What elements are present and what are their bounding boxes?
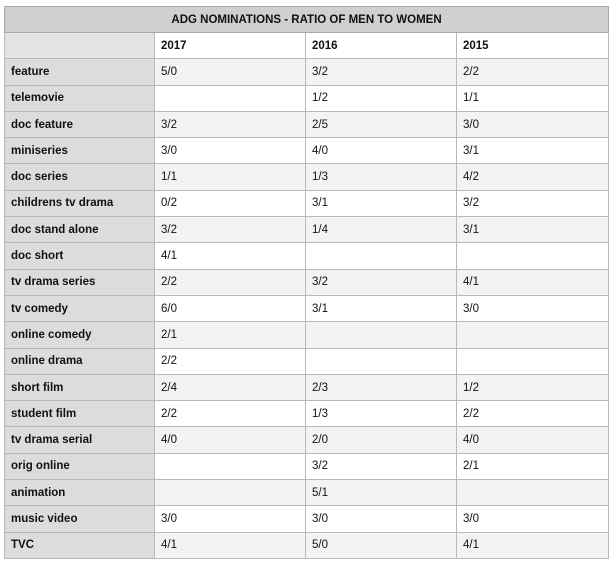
row-label: TVC <box>5 532 155 558</box>
ratio-cell-2015 <box>457 322 609 348</box>
ratio-cell-2016 <box>306 348 457 374</box>
ratio-cell-2017: 2/2 <box>155 269 306 295</box>
ratio-cell-2016: 5/1 <box>306 480 457 506</box>
ratio-cell-2017: 2/1 <box>155 322 306 348</box>
ratio-cell-2016 <box>306 322 457 348</box>
table-row <box>5 348 609 374</box>
table-row <box>5 506 609 532</box>
ratio-cell-2016: 1/3 <box>306 164 457 190</box>
ratio-cell-2015 <box>457 243 609 269</box>
table-row <box>5 374 609 400</box>
table-row <box>5 401 609 427</box>
row-label: online comedy <box>5 322 155 348</box>
ratio-cell-2017: 0/2 <box>155 190 306 216</box>
table-row <box>5 427 609 453</box>
ratio-cell-2016: 1/2 <box>306 85 457 111</box>
ratio-cell-2015: 3/2 <box>457 190 609 216</box>
table-row <box>5 269 609 295</box>
row-label: short film <box>5 374 155 400</box>
ratio-cell-2016: 2/0 <box>306 427 457 453</box>
table-row <box>5 295 609 321</box>
row-label: orig online <box>5 453 155 479</box>
ratio-cell-2015: 2/2 <box>457 401 609 427</box>
ratio-cell-2016: 3/1 <box>306 295 457 321</box>
ratio-cell-2015: 4/0 <box>457 427 609 453</box>
table-row <box>5 532 609 558</box>
ratio-cell-2016: 3/2 <box>306 269 457 295</box>
ratio-cell-2016: 3/1 <box>306 190 457 216</box>
ratio-cell-2017 <box>155 453 306 479</box>
row-label: tv comedy <box>5 295 155 321</box>
table-row <box>5 217 609 243</box>
row-label: student film <box>5 401 155 427</box>
ratio-cell-2016: 2/3 <box>306 374 457 400</box>
ratio-cell-2015: 2/2 <box>457 59 609 85</box>
ratio-cell-2017: 4/1 <box>155 243 306 269</box>
table-row <box>5 190 609 216</box>
nominations-table-wrapper <box>4 6 608 559</box>
column-header-2017: 2017 <box>155 33 306 59</box>
ratio-cell-2015: 2/1 <box>457 453 609 479</box>
ratio-cell-2017: 2/2 <box>155 401 306 427</box>
ratio-cell-2017 <box>155 480 306 506</box>
ratio-cell-2015: 3/1 <box>457 217 609 243</box>
row-label: childrens tv drama <box>5 190 155 216</box>
row-label: tv drama series <box>5 269 155 295</box>
row-label: feature <box>5 59 155 85</box>
ratio-cell-2015: 1/1 <box>457 85 609 111</box>
table-title: ADG NOMINATIONS - RATIO OF MEN TO WOMEN <box>5 7 609 33</box>
ratio-cell-2016: 5/0 <box>306 532 457 558</box>
row-label: doc series <box>5 164 155 190</box>
ratio-cell-2017: 3/2 <box>155 111 306 137</box>
row-label: doc feature <box>5 111 155 137</box>
column-header-row <box>5 33 609 59</box>
table-row <box>5 85 609 111</box>
ratio-cell-2017: 2/2 <box>155 348 306 374</box>
ratio-cell-2017: 4/1 <box>155 532 306 558</box>
ratio-cell-2015 <box>457 480 609 506</box>
ratio-cell-2015: 4/1 <box>457 269 609 295</box>
column-header-2015: 2015 <box>457 33 609 59</box>
row-label: tv drama serial <box>5 427 155 453</box>
row-label: miniseries <box>5 138 155 164</box>
table-row <box>5 111 609 137</box>
ratio-cell-2015: 3/0 <box>457 506 609 532</box>
ratio-cell-2015 <box>457 348 609 374</box>
ratio-cell-2017: 2/4 <box>155 374 306 400</box>
ratio-cell-2016: 4/0 <box>306 138 457 164</box>
ratio-cell-2017: 3/0 <box>155 138 306 164</box>
ratio-cell-2015: 3/1 <box>457 138 609 164</box>
ratio-cell-2017 <box>155 85 306 111</box>
row-label: doc short <box>5 243 155 269</box>
row-label: online drama <box>5 348 155 374</box>
row-label: music video <box>5 506 155 532</box>
table-row <box>5 243 609 269</box>
table-row <box>5 164 609 190</box>
row-label: telemovie <box>5 85 155 111</box>
ratio-cell-2017: 3/2 <box>155 217 306 243</box>
table-row <box>5 322 609 348</box>
ratio-cell-2017: 3/0 <box>155 506 306 532</box>
ratio-cell-2016 <box>306 243 457 269</box>
ratio-cell-2017: 6/0 <box>155 295 306 321</box>
ratio-cell-2016: 1/3 <box>306 401 457 427</box>
ratio-cell-2016: 2/5 <box>306 111 457 137</box>
table-row <box>5 59 609 85</box>
column-header-2016: 2016 <box>306 33 457 59</box>
ratio-cell-2015: 1/2 <box>457 374 609 400</box>
table-row <box>5 138 609 164</box>
nominations-table <box>4 6 609 559</box>
ratio-cell-2016: 3/2 <box>306 59 457 85</box>
ratio-cell-2017: 5/0 <box>155 59 306 85</box>
ratio-cell-2015: 4/2 <box>457 164 609 190</box>
ratio-cell-2016: 3/2 <box>306 453 457 479</box>
table-row <box>5 453 609 479</box>
row-label: doc stand alone <box>5 217 155 243</box>
corner-cell <box>5 33 155 59</box>
ratio-cell-2017: 4/0 <box>155 427 306 453</box>
ratio-cell-2015: 3/0 <box>457 295 609 321</box>
ratio-cell-2016: 1/4 <box>306 217 457 243</box>
ratio-cell-2015: 3/0 <box>457 111 609 137</box>
table-body <box>5 59 609 559</box>
row-label: animation <box>5 480 155 506</box>
ratio-cell-2016: 3/0 <box>306 506 457 532</box>
ratio-cell-2015: 4/1 <box>457 532 609 558</box>
ratio-cell-2017: 1/1 <box>155 164 306 190</box>
table-row <box>5 480 609 506</box>
